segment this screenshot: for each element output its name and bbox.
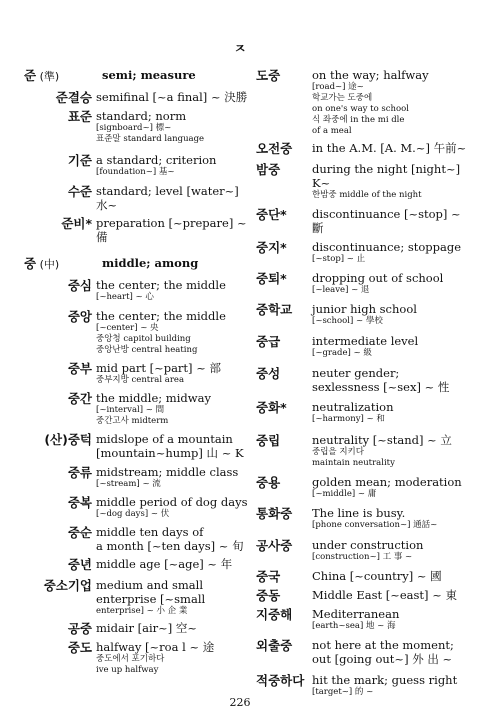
entry-headword bbox=[24, 68, 102, 84]
entry-body bbox=[96, 557, 252, 571]
headword-hanja: (準) bbox=[36, 70, 60, 83]
dictionary-entry bbox=[24, 621, 252, 636]
entry-definition: the center; the middle bbox=[96, 309, 226, 323]
dictionary-entry bbox=[256, 240, 468, 265]
entry-headword bbox=[24, 391, 96, 406]
entry-definition: middle period of dog days bbox=[96, 495, 248, 509]
entry-body bbox=[96, 309, 252, 356]
entry-definition: China [~country] ~ 國 bbox=[312, 569, 442, 583]
entry-body bbox=[96, 465, 252, 490]
headword-text: 중앙 bbox=[67, 309, 92, 324]
headword-text: 중국 bbox=[256, 569, 281, 584]
entry-definition: halfway [~roa l ~ 途 bbox=[96, 640, 215, 654]
entry-note: maintain neutrality bbox=[312, 458, 395, 468]
entry-note: [target~] 的 ~ bbox=[312, 687, 374, 697]
entry-note: [~school] ~ 學校 bbox=[312, 316, 383, 326]
dictionary-entry bbox=[24, 391, 252, 427]
headword-text: 공사중 bbox=[256, 538, 293, 553]
headword-text: 밤중 bbox=[256, 162, 281, 177]
headword-text: 준 bbox=[24, 68, 37, 83]
headword-text: 표준 bbox=[67, 109, 92, 124]
entry-body bbox=[96, 153, 252, 178]
entry-headword bbox=[256, 207, 312, 222]
entry-definition: mid part [~part] ~ 部 bbox=[96, 361, 221, 375]
dictionary-entry bbox=[256, 302, 468, 327]
entry-note: [~heart] ~ 心 bbox=[96, 292, 154, 302]
entry-body bbox=[312, 607, 468, 632]
entry-body bbox=[96, 391, 252, 427]
dictionary-entry bbox=[256, 588, 468, 603]
entry-headword bbox=[24, 465, 96, 480]
entry-definition: a month [~ten days] ~ 旬 bbox=[96, 539, 244, 553]
entry-note: of a meal bbox=[312, 126, 352, 136]
entry-definition: not here at the moment; bbox=[312, 638, 454, 652]
dictionary-entry bbox=[24, 216, 252, 244]
dictionary-entry bbox=[24, 495, 252, 520]
dictionary-entry bbox=[256, 506, 468, 531]
entry-definition: middle ten days of bbox=[96, 525, 204, 539]
entry-definition: during the night [night~] K~ bbox=[312, 162, 461, 190]
entry-body bbox=[96, 495, 252, 520]
entry-headword bbox=[24, 309, 96, 324]
dictionary-entry bbox=[256, 475, 468, 500]
entry-headword bbox=[24, 495, 96, 510]
entry-body bbox=[96, 184, 252, 212]
dictionary-entry bbox=[256, 162, 468, 201]
dictionary-entry bbox=[256, 141, 468, 156]
entry-definition: on the way; halfway bbox=[312, 68, 429, 82]
entry-note: 중립을 지키다 bbox=[312, 447, 364, 457]
headword-text: 중심 bbox=[67, 278, 92, 293]
headword-text: 오전중 bbox=[256, 141, 293, 156]
entry-definition: enterprise [~small bbox=[96, 592, 206, 606]
entry-note: [~dog days] ~ 伏 bbox=[96, 509, 170, 519]
entry-definition: standard; norm bbox=[96, 109, 187, 123]
section-divider bbox=[24, 244, 252, 256]
entry-note: enterprise] ~ 小 企 業 bbox=[96, 606, 188, 616]
entry-headword bbox=[256, 433, 312, 448]
headword-text: 중학교 bbox=[256, 302, 293, 317]
entry-note: 한밤중 middle of the night bbox=[312, 190, 422, 200]
entry-body bbox=[96, 578, 252, 617]
entry-definition: Mediterranean bbox=[312, 607, 400, 621]
dictionary-entry bbox=[256, 538, 468, 563]
dictionary-entry bbox=[24, 465, 252, 490]
entry-headword bbox=[24, 109, 96, 124]
entry-body bbox=[312, 271, 468, 296]
entry-body bbox=[312, 207, 468, 235]
entry-note: [foundation~] 基~ bbox=[96, 167, 175, 177]
headword-text: 중동 bbox=[256, 588, 281, 603]
entry-definition: midair [air~] 空~ bbox=[96, 621, 198, 635]
dictionary-entry bbox=[256, 673, 468, 698]
entry-definition: hit the mark; guess right bbox=[312, 673, 458, 687]
headword-text: 외출중 bbox=[256, 638, 293, 653]
entry-note: [earth~sea] 地 ~ 海 bbox=[312, 621, 396, 631]
entry-note: 중도에서 포기하다 bbox=[96, 654, 165, 664]
entry-body bbox=[96, 361, 252, 386]
headword-text: 중용 bbox=[256, 475, 281, 490]
entry-body bbox=[102, 68, 252, 82]
entry-definition: midstream; middle class bbox=[96, 465, 239, 479]
headword-text: 수준 bbox=[67, 184, 92, 199]
entry-note: 중부지방 central area bbox=[96, 375, 185, 385]
main-entry bbox=[24, 68, 252, 84]
entry-note: [~center] ~ 央 bbox=[96, 323, 159, 333]
headword-text: 중립 bbox=[256, 433, 281, 448]
dictionary-entry bbox=[24, 309, 252, 356]
entry-headword bbox=[256, 141, 312, 156]
entry-definition: sexlessness [~sex] ~ 性 bbox=[312, 380, 450, 394]
entry-note: on one's way to school bbox=[312, 104, 409, 114]
entry-definition: midslope of a mountain bbox=[96, 432, 233, 446]
entry-note: [phone conversation~] 通話~ bbox=[312, 520, 438, 530]
headword-text: (산)중턱 bbox=[44, 432, 92, 447]
headword-text: 중급 bbox=[256, 334, 281, 349]
left-column bbox=[24, 68, 252, 676]
headword-text: 중성 bbox=[256, 366, 281, 381]
page-number: 226 bbox=[229, 696, 251, 709]
headword-text: 중지* bbox=[256, 240, 287, 255]
entry-headword bbox=[24, 216, 96, 231]
entry-headword bbox=[24, 525, 96, 540]
dictionary-entry bbox=[256, 400, 468, 425]
entry-body bbox=[312, 538, 468, 563]
entry-headword bbox=[256, 475, 312, 490]
headword-text: 중퇴* bbox=[256, 271, 287, 286]
dictionary-entry bbox=[256, 271, 468, 296]
entry-definition: middle; among bbox=[102, 256, 199, 270]
entry-note: [~interval] ~ 間 bbox=[96, 405, 165, 415]
entry-body bbox=[312, 638, 468, 666]
entry-note: 중간고사 midterm bbox=[96, 416, 169, 426]
entry-headword bbox=[24, 640, 96, 655]
entry-body bbox=[312, 162, 468, 201]
entry-body bbox=[96, 216, 252, 244]
dictionary-entry bbox=[24, 109, 252, 145]
entry-headword bbox=[24, 153, 96, 168]
entry-body bbox=[312, 400, 468, 425]
entry-headword bbox=[256, 638, 312, 653]
entry-note: [~harmony] ~ 和 bbox=[312, 414, 385, 424]
dictionary-entry bbox=[256, 207, 468, 235]
headword-text: 중년 bbox=[67, 557, 92, 572]
headword-text: 중부 bbox=[67, 361, 92, 376]
entry-definition: a standard; criterion bbox=[96, 153, 217, 167]
dictionary-entry bbox=[256, 433, 468, 469]
entry-definition: intermediate level bbox=[312, 334, 419, 348]
entry-headword bbox=[24, 90, 96, 105]
entry-definition: discontinuance [~stop] ~ 斷 bbox=[312, 207, 461, 235]
dictionary-entry bbox=[256, 334, 468, 359]
dictionary-entry bbox=[24, 184, 252, 212]
entry-body bbox=[102, 256, 252, 270]
entry-body bbox=[312, 334, 468, 359]
entry-definition: neutrality [~stand] ~ 立 bbox=[312, 433, 452, 447]
entry-note: 학교가는 도중에 bbox=[312, 93, 373, 103]
entry-body bbox=[96, 432, 252, 460]
entry-body bbox=[312, 506, 468, 531]
entry-definition: junior high school bbox=[312, 302, 417, 316]
dictionary-entry bbox=[24, 640, 252, 676]
entry-headword bbox=[256, 506, 312, 521]
entry-definition: middle age [~age] ~ 年 bbox=[96, 557, 233, 571]
headword-text: 중도 bbox=[67, 640, 92, 655]
entry-headword bbox=[24, 578, 96, 593]
entry-note: [~stop] ~ 止 bbox=[312, 254, 366, 264]
headword-text: 중류 bbox=[67, 465, 92, 480]
entry-note: 표준말 standard language bbox=[96, 134, 205, 144]
entry-headword bbox=[256, 673, 312, 688]
entry-headword bbox=[256, 162, 312, 177]
headword-text: 중화* bbox=[256, 400, 287, 415]
dictionary-entry bbox=[24, 361, 252, 386]
entry-body bbox=[312, 366, 468, 394]
entry-definition: semi; measure bbox=[102, 68, 196, 82]
dictionary-entry bbox=[24, 153, 252, 178]
entry-note: [road~] 途~ bbox=[312, 82, 364, 92]
right-column bbox=[256, 68, 468, 698]
entry-note: [signboard~] 標~ bbox=[96, 123, 172, 133]
entry-note: [~leave] ~ 退 bbox=[312, 285, 370, 295]
entry-headword bbox=[24, 184, 96, 199]
entry-body bbox=[312, 588, 468, 602]
headword-text: 중소기업 bbox=[43, 578, 92, 593]
entry-body bbox=[312, 141, 468, 155]
dictionary-entry bbox=[24, 557, 252, 572]
entry-headword bbox=[256, 588, 312, 603]
headword-text: 통화중 bbox=[256, 506, 293, 521]
entry-definition: [mountain~hump] 山 ~ K bbox=[96, 446, 244, 460]
entry-body bbox=[96, 109, 252, 145]
entry-body bbox=[96, 90, 252, 104]
dictionary-entry bbox=[24, 90, 252, 105]
entry-body bbox=[312, 240, 468, 265]
entry-body bbox=[312, 433, 468, 469]
entry-body bbox=[312, 68, 468, 137]
entry-definition: in the A.M. [A. M.~] 午前~ bbox=[312, 141, 467, 155]
dictionary-entry bbox=[256, 638, 468, 666]
entry-definition: neuter gender; bbox=[312, 366, 400, 380]
entry-headword bbox=[256, 538, 312, 553]
dictionary-entry bbox=[24, 525, 252, 553]
entry-definition: medium and small bbox=[96, 578, 204, 592]
entry-headword bbox=[256, 271, 312, 286]
entry-body bbox=[96, 525, 252, 553]
entry-body bbox=[96, 621, 252, 635]
headword-text: 공중 bbox=[67, 621, 92, 636]
entry-headword bbox=[24, 557, 96, 572]
page-header-letter: ㅈ bbox=[233, 42, 247, 57]
headword-text: 준결승 bbox=[55, 90, 92, 105]
entry-definition: the center; the middle bbox=[96, 278, 226, 292]
entry-note: 식 좌중에 in the mi dle bbox=[312, 115, 405, 125]
entry-headword bbox=[256, 400, 312, 415]
headword-text: 중단* bbox=[256, 207, 287, 222]
entry-headword bbox=[24, 278, 96, 293]
dictionary-entry bbox=[256, 68, 468, 137]
entry-body bbox=[96, 640, 252, 676]
entry-definition: golden mean; moderation bbox=[312, 475, 462, 489]
headword-text: 지중해 bbox=[256, 607, 293, 622]
entry-note: 중앙청 capitol building bbox=[96, 334, 191, 344]
entry-body bbox=[312, 569, 468, 583]
entry-headword bbox=[256, 334, 312, 349]
headword-hanja: (中) bbox=[36, 258, 60, 271]
entry-headword bbox=[24, 256, 102, 272]
entry-headword bbox=[24, 432, 96, 447]
dictionary-entry bbox=[256, 366, 468, 394]
headword-text: 중복 bbox=[67, 495, 92, 510]
entry-headword bbox=[256, 240, 312, 255]
headword-text: 중간 bbox=[67, 391, 92, 406]
entry-definition: preparation [~prepare] ~ 備 bbox=[96, 216, 247, 244]
entry-note: [~middle] ~ 庸 bbox=[312, 489, 377, 499]
entry-definition: the middle; midway bbox=[96, 391, 211, 405]
entry-definition: out [going out~] 外 出 ~ bbox=[312, 652, 453, 666]
entry-note: ive up halfway bbox=[96, 665, 159, 675]
entry-definition: dropping out of school bbox=[312, 271, 444, 285]
entry-note: [~stream] ~ 流 bbox=[96, 479, 161, 489]
entry-body bbox=[312, 475, 468, 500]
headword-text: 중 bbox=[24, 256, 37, 271]
entry-headword bbox=[256, 366, 312, 381]
entry-headword bbox=[24, 621, 96, 636]
entry-definition: Middle East [~east] ~ 東 bbox=[312, 588, 457, 602]
entry-body bbox=[312, 302, 468, 327]
main-entry bbox=[24, 256, 252, 272]
entry-body bbox=[312, 673, 468, 698]
headword-text: 준비* bbox=[61, 216, 92, 231]
entry-note: 중앙난방 central heating bbox=[96, 345, 198, 355]
headword-text: 도중 bbox=[256, 68, 281, 83]
entry-definition: discontinuance; stoppage bbox=[312, 240, 462, 254]
entry-definition: neutralization bbox=[312, 400, 394, 414]
entry-note: [construction~] 工 事 ~ bbox=[312, 552, 413, 562]
entry-headword bbox=[256, 68, 312, 83]
entry-headword bbox=[256, 302, 312, 317]
dictionary-entry bbox=[256, 569, 468, 584]
entry-headword bbox=[24, 361, 96, 376]
dictionary-entry bbox=[256, 607, 468, 632]
dictionary-entry bbox=[24, 432, 252, 460]
entry-definition: semifinal [~a final] ~ 決勝 bbox=[96, 90, 248, 104]
entry-headword bbox=[256, 607, 312, 622]
entry-definition: under construction bbox=[312, 538, 424, 552]
entry-body bbox=[96, 278, 252, 303]
entry-note: [~grade] ~ 級 bbox=[312, 348, 372, 358]
headword-text: 기준 bbox=[67, 153, 92, 168]
headword-text: 중순 bbox=[67, 525, 92, 540]
dictionary-entry bbox=[24, 578, 252, 617]
entry-definition: The line is busy. bbox=[312, 506, 406, 520]
entry-headword bbox=[256, 569, 312, 584]
headword-text: 적중하다 bbox=[256, 673, 305, 688]
entry-definition: standard; level [water~] 水~ bbox=[96, 184, 239, 212]
dictionary-entry bbox=[24, 278, 252, 303]
